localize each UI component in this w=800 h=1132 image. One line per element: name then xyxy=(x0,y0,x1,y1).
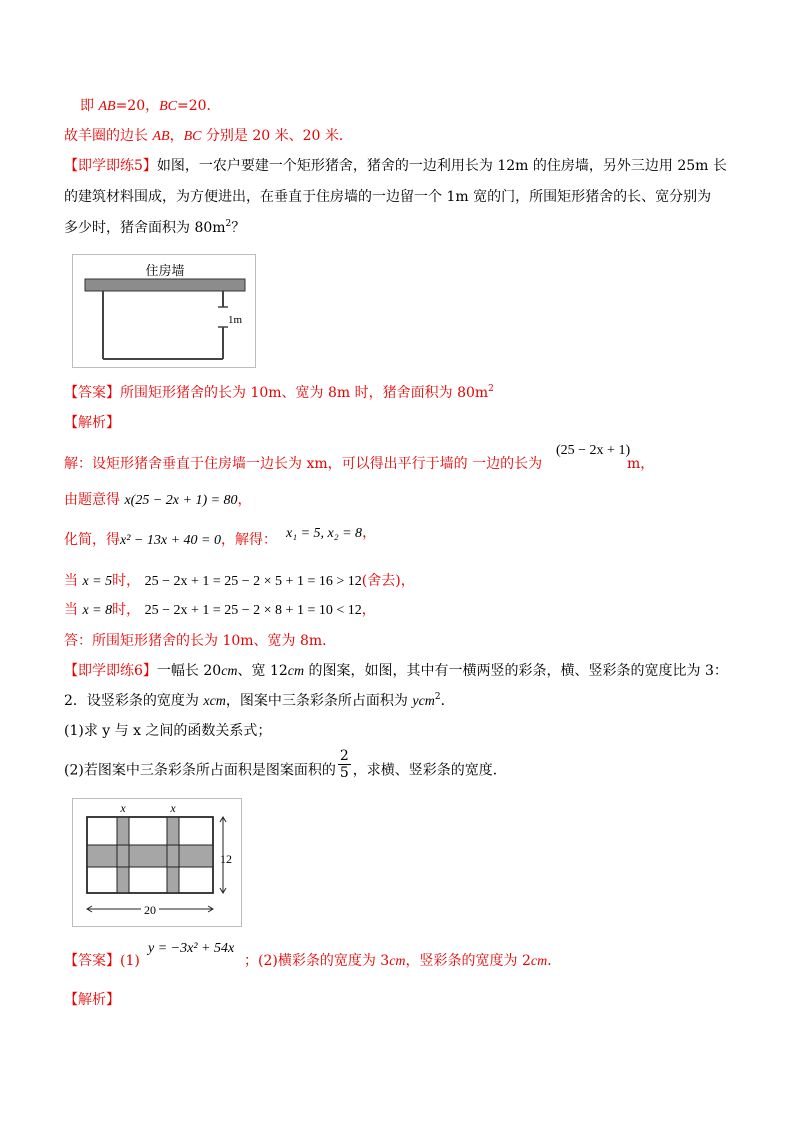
math-expression: 25 − 2x + 1 = 25 − 2 × 8 + 1 = 10 < 12 xyxy=(144,603,362,618)
superscript: 2 xyxy=(488,384,494,394)
answer-tag: 【答案】 xyxy=(64,385,120,401)
math-expression: x = 8 xyxy=(82,603,113,618)
text: ，图案中三条彩条所占面积为 xyxy=(225,693,413,709)
fraction xyxy=(338,748,351,781)
stripe-pattern-diagram xyxy=(73,799,241,926)
text: 答：所围矩形猪舍的长为 10m、宽为 8m． xyxy=(64,633,337,649)
width-label-x1: x xyxy=(120,801,126,815)
vertical-stripe-1 xyxy=(117,817,129,893)
question-2 xyxy=(64,748,507,781)
solution-unit-1 xyxy=(627,454,654,474)
unit: cm xyxy=(287,664,305,679)
text: 分别是 20 米、20 米． xyxy=(201,128,353,144)
answer-6-expr xyxy=(148,938,234,959)
text: 【解析】 xyxy=(64,415,120,431)
math-expression: x₁ = 5, x₂ = 8 xyxy=(286,526,363,541)
text: ；(2)横彩条的宽度为 3 xyxy=(244,953,390,969)
vertical-stripe-2 xyxy=(167,817,179,893)
text: =20． xyxy=(177,98,221,114)
exercise-tag: 【即学即练5】 xyxy=(64,158,157,174)
math-expression: x² − 13x + 40 = 0 xyxy=(120,533,221,548)
exercise-6-line-2 xyxy=(64,691,455,712)
answer-6-rest xyxy=(244,951,561,972)
text: (舍去) xyxy=(361,573,401,589)
text: 当 xyxy=(64,602,83,618)
analysis-6-tag xyxy=(64,990,120,1010)
segment-ab: AB xyxy=(98,99,116,114)
text: 故羊圈的边长 xyxy=(64,128,153,144)
text: 一幅长 20 xyxy=(156,663,222,679)
pigsty-diagram xyxy=(73,255,255,367)
math-expression: 25 − 2x + 1 = 25 − 2 × 5 + 1 = 16 > 12 xyxy=(144,574,362,589)
solution-line-6 xyxy=(64,631,336,651)
denominator: 5 xyxy=(339,765,349,781)
math-expression: (25 − 2x + 1) xyxy=(556,443,631,458)
pigsty-figure xyxy=(72,254,256,368)
unit: cm xyxy=(221,664,238,679)
text: ． xyxy=(440,693,455,709)
wall-bar xyxy=(85,279,245,291)
text: 多少时，猪舍面积为 80m xyxy=(64,220,226,236)
exercise-tag: 【即学即练6】 xyxy=(64,663,157,679)
text: m， xyxy=(627,456,655,472)
unit: xcm xyxy=(203,694,226,709)
text: ． xyxy=(547,953,562,969)
text: ， xyxy=(361,602,376,618)
text: 即 xyxy=(80,98,99,114)
height-label: 12 xyxy=(220,852,232,866)
unit: ycm xyxy=(412,694,435,709)
text: 如图，一农户要建一个矩形猪舍，猪舍的一边利用长为 12m 的住房墙，另外三边用 25m 长 xyxy=(156,158,727,174)
stripe-pattern-figure xyxy=(72,798,242,927)
result-line-2 xyxy=(64,126,353,147)
math-expression: x = 5 xyxy=(82,574,113,589)
exercise-5-line-3 xyxy=(64,218,245,238)
wall-label: 住房墙 xyxy=(145,264,185,279)
text: =20， xyxy=(115,98,160,114)
solution-line-1 xyxy=(64,454,542,474)
text: 时， xyxy=(112,573,141,589)
text: ， xyxy=(237,492,252,508)
math-expression: x(25 − 2x + 1) = 80 xyxy=(124,493,238,508)
text: ， xyxy=(400,573,415,589)
answer-5 xyxy=(64,383,494,403)
result-line-1 xyxy=(80,96,221,117)
segment-bc: BC xyxy=(159,99,177,114)
text: 的建筑材料围成，为方便进出，在垂直于住房墙的一边留一个 1m 宽的门，所围矩形猪舍的长、宽分别为 xyxy=(64,189,712,205)
solution-roots xyxy=(286,523,376,544)
text: 由题意得 xyxy=(64,492,125,508)
segment-bc: BC xyxy=(183,129,202,144)
solution-line-3 xyxy=(64,530,277,551)
width-label: 20 xyxy=(144,903,156,917)
exercise-5-line-1 xyxy=(64,156,727,176)
text: 解：设矩形猪舍垂直于住房墙一边长为 xm，可以得出平行于墙的 一边的长为 xyxy=(64,456,543,472)
math-expression: y = −3x² + 54x xyxy=(148,941,235,956)
numerator: 2 xyxy=(339,748,349,764)
text: 当 xyxy=(64,573,83,589)
superscript: 2 xyxy=(434,692,441,702)
solution-line-2 xyxy=(64,490,252,511)
text: 所围矩形猪舍的长为 10m、宽为 8m 时，猪舍面积为 80m xyxy=(120,385,489,401)
unit: cm xyxy=(530,954,548,969)
exercise-5-line-2 xyxy=(64,187,711,207)
question-1 xyxy=(64,721,271,741)
solution-expr-1 xyxy=(556,440,630,461)
superscript: 2 xyxy=(225,219,232,229)
text: (1) xyxy=(120,953,140,969)
text: 的图案，如图，其中有一横两竖的彩条，横、竖彩条的宽度比为 3： xyxy=(304,663,728,679)
text: (2)若图案中三条彩条所占面积是图案面积的 xyxy=(64,762,336,779)
text: 2．设竖彩条的宽度为 xyxy=(64,693,204,709)
text: 、宽 12 xyxy=(237,663,288,679)
text: ，解得： xyxy=(220,532,277,548)
text: ？ xyxy=(231,220,246,236)
horizontal-stripe xyxy=(87,845,213,867)
text: ，求横、竖彩条的宽度． xyxy=(352,762,507,779)
solution-line-5 xyxy=(64,600,376,621)
unit: cm xyxy=(389,954,406,969)
width-label-x2: x xyxy=(170,801,176,815)
solution-line-4 xyxy=(64,571,415,592)
door-label: 1m xyxy=(228,314,243,326)
answer-tag: 【答案】 xyxy=(64,953,120,969)
text: 时， xyxy=(112,602,141,618)
text: 【解析】 xyxy=(64,992,120,1008)
segment-ab: AB xyxy=(152,129,170,144)
exercise-6-line-1 xyxy=(64,661,728,682)
text: ， xyxy=(169,128,184,144)
text: (1)求 y 与 x 之间的函数关系式； xyxy=(64,723,272,739)
text: ，竖彩条的宽度为 2 xyxy=(405,953,531,969)
analysis-5-tag xyxy=(64,413,120,433)
text: 化简，得 xyxy=(64,532,120,548)
answer-6 xyxy=(64,951,140,971)
text: ， xyxy=(362,525,377,541)
